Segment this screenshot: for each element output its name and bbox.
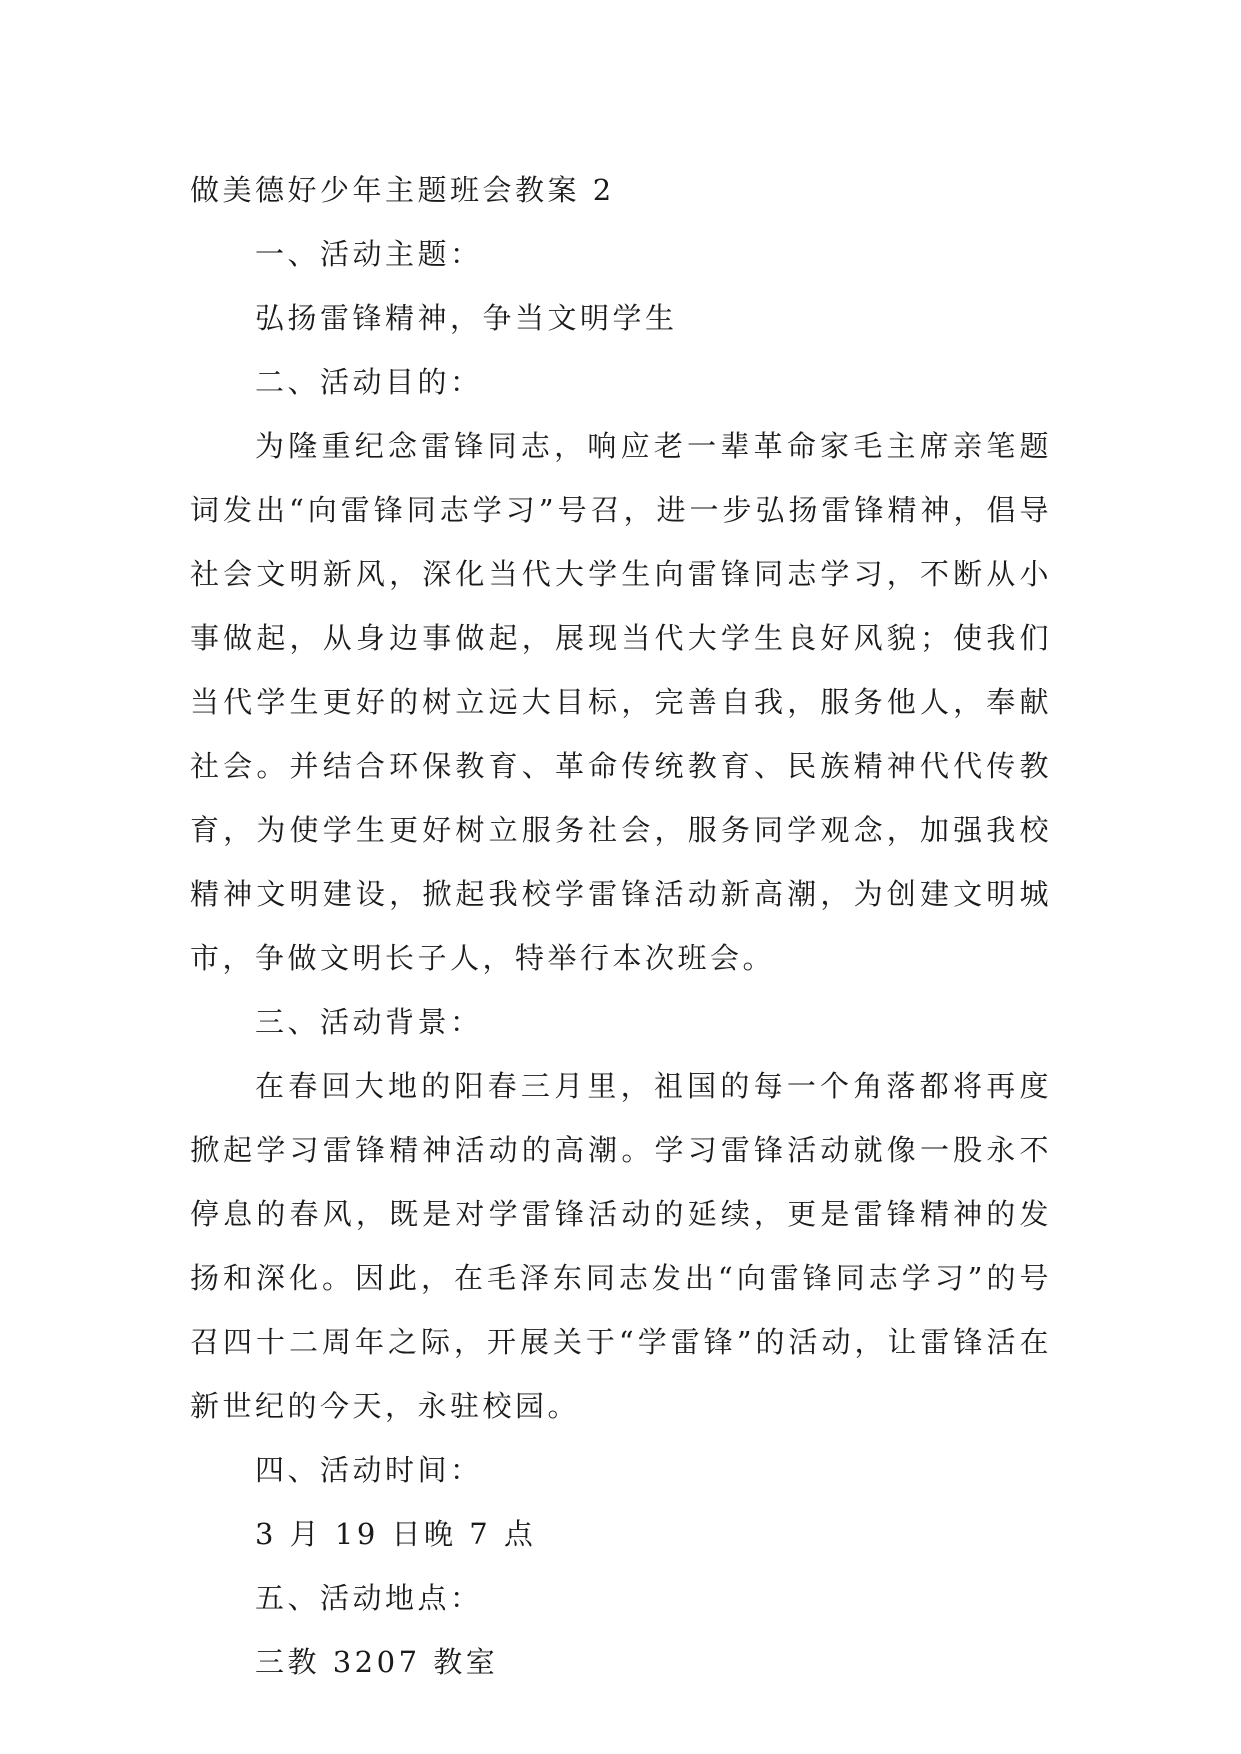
location-text: 三教 3207 教室 [255, 1645, 499, 1679]
purpose-text: 为隆重纪念雷锋同志，响应老一辈革命家毛主席亲笔题词发出“向雷锋同志学习”号召，进一步弘扬雷锋精神，倡导社会文明新风，深化当代大学生向雷锋同志学习，不断从小事做起，从身边事做起，展现当代大学生良好风貌；使我们当代学生更好的树立远大目标，完善自我，服务他人，奉献社会。并结合环保教育、革命传统教育、民族精神代代传教育，为使学生更好树立服务社会，服务同学观念，加强我校精神文明建设，掀起我校学雷锋活动新高潮，为创建文明城市，争做文明长子人，特举行本次班会。 [190, 429, 1052, 975]
section-heading-time: 四、活动时间： [255, 1453, 483, 1487]
section-heading-theme: 一、活动主题： [255, 237, 483, 271]
document-title: 做美德好少年主题班会教案 2 [190, 173, 615, 207]
section-heading-purpose: 二、活动目的： [255, 365, 483, 399]
background-text: 在春回大地的阳春三月里，祖国的每一个角落都将再度掀起学习雷锋精神活动的高潮。学习雷锋活动就像一股永不停息的春风，既是对学雷锋活动的延续，更是雷锋精神的发扬和深化。因此，在毛泽东同志发出“向雷锋同志学习”的号召四十二周年之际，开展关于“学雷锋”的活动，让雷锋活在新世纪的今天，永驻校园。 [190, 1069, 1052, 1423]
section-heading-location: 五、活动地点： [255, 1581, 483, 1615]
time-text: 3 月 19 日晚 7 点 [255, 1517, 537, 1551]
theme-text: 弘扬雷锋精神，争当文明学生 [255, 301, 678, 335]
section-heading-background: 三、活动背景： [255, 1005, 483, 1039]
document-body [190, 158, 1052, 1694]
